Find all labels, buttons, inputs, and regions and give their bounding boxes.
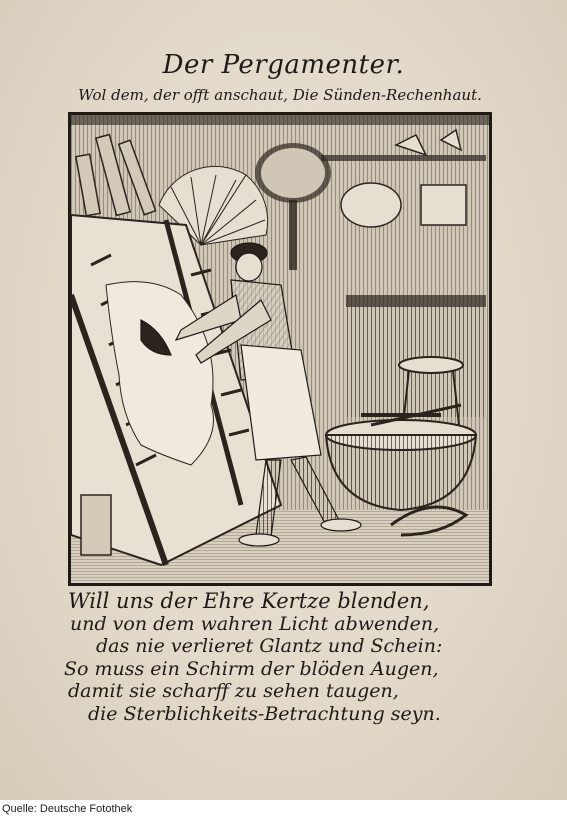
verse-line: damit sie scharff zu sehen taugen,	[68, 680, 399, 702]
verse-block	[60, 590, 520, 725]
motto-line: Wol dem, der offt anschaut, Die Sünden-Rechenhaut.	[78, 86, 482, 104]
verse-line: So muss ein Schirm der blöden Augen,	[64, 657, 439, 680]
verse-line: die Sterblichkeits-Betrachtung seyn.	[88, 702, 441, 725]
page-title: Der Pergamenter.	[162, 50, 405, 80]
verse-line: Will uns der Ehre Kertze blenden,	[68, 589, 430, 613]
engraving-frame	[68, 112, 492, 586]
parchment-maker-engraving	[71, 115, 489, 583]
verse-line: das nie verlieret Glantz und Schein:	[96, 635, 443, 657]
verse-line: und von dem wahren Licht abwenden,	[70, 612, 440, 635]
source-credit: Quelle: Deutsche Fotothek	[2, 803, 133, 815]
